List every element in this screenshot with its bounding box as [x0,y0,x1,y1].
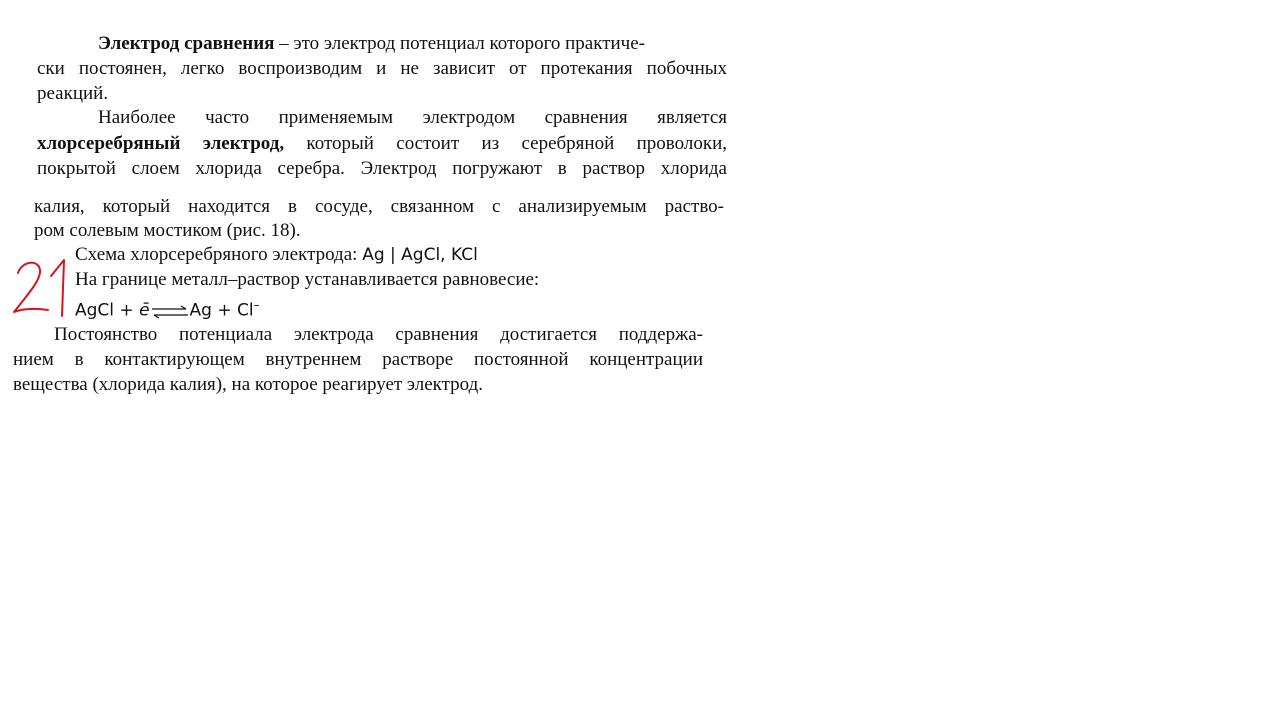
equation-charge: – [253,298,260,312]
equation-line [75,293,260,323]
equilibrium-line: На границе металл–раствор устанавливается равновесие: [75,269,540,290]
equation-left: AgCl + [75,300,140,321]
p2-line2 [37,132,727,156]
p2-line3: покрытой слоем хлорида серебра. Электрод погружают в раствор хлорида [37,158,727,179]
scheme-label: Схема хлорсеребряного электрода: [75,244,363,265]
equilibrium-arrows-icon [150,305,190,319]
scheme-formula: Ag | AgCl, KCl [362,245,478,265]
p3-line1: Постоянство потенциала электрода сравнения достигается поддержа- [54,324,703,345]
p3-line3: вещества (хлорида калия), на которое реагирует электрод. [13,374,484,395]
term-silver-chloride-electrode: хлорсеребряный электрод, [37,133,285,154]
p3-line2: нием в контактирующем внутреннем растворе постоянной концентрации [13,349,703,370]
p1-line3: реакций. [37,83,109,104]
p2-line5: ром солевым мостиком (рис. 18). [34,220,301,241]
handwritten-21-drawing [8,256,68,320]
equation-right: Ag + Cl [189,300,254,321]
p2-line1: Наиболее часто применяемым электродом сравнения является [98,107,727,128]
handwritten-page-number [8,256,68,325]
equation-electron: ē [139,300,150,321]
p1-line1-rest: – это электрод потенциал которого практиче- [274,33,646,54]
p2-line4: калия, который находится в сосуде, связанном с анализируемым раство- [34,196,724,217]
term-reference-electrode: Электрод сравнения [98,33,275,54]
p1-line1 [98,32,645,56]
p1-line2: ски постоянен, легко воспроизводим и не зависит от протекания побочных [37,58,727,79]
scheme-line [75,243,478,267]
p2-line2-rest: который состоит из серебряной проволоки, [284,133,727,154]
